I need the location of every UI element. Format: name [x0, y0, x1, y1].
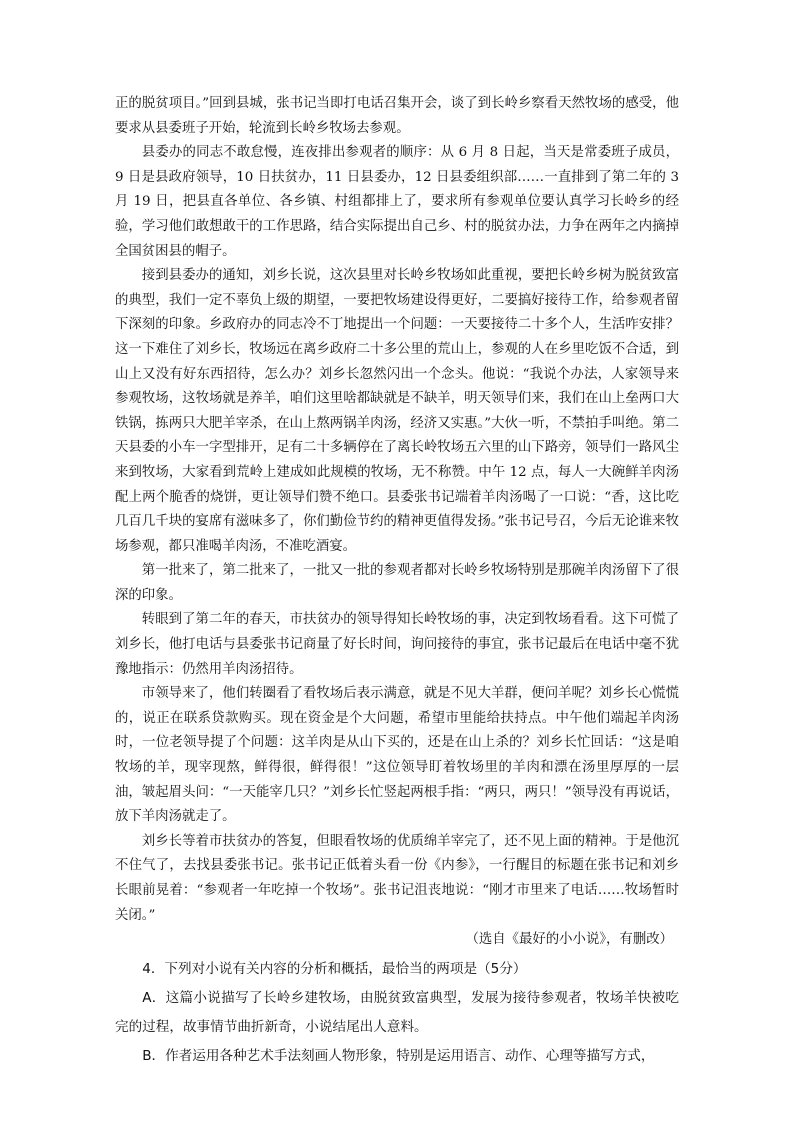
story-paragraph: 市领导来了，他们转圈看了看牧场后表示满意，就是不见大羊群，便问羊呢？刘乡长心慌慌的，说正在联系贷款购买。现在资金是个大问题，希望市里能给扶持点。中午他们端起羊肉汤时，一位老领导提了个问题：这羊肉是从山下买的，还是在山上杀的？刘乡长忙回话：“这是咱牧场的羊，现宰现熬，鲜得很，鲜得很！”这位领导盯着牧场里的羊肉和漂在汤里厚厚的一层油，皱起眉头问：“一天能宰几只？”刘乡长忙竖起两根手指：“两只，两只！”领导没有再说话，放下羊肉汤就走了。 [115, 686, 679, 825]
question-stem: 4．下列对小说有关内容的分析和概括，最恰当的两项是（5分） [142, 960, 527, 977]
question-4 [115, 955, 679, 1071]
story-paragraph: 转眼到了第二年的春天，市扶贫办的领导得知长岭牧场的事，决定到牧场看看。这下可慌了刘乡长，他打电话与县委张书记商量了好长时间，询问接待的事宜，张书记最后在电话中毫不犹豫地指示：仍然用羊肉汤招待。 [115, 612, 679, 677]
document-page [115, 92, 679, 1071]
option-a: A．这篇小说描写了长岭乡建牧场，由脱贫致富典型，发展为接待参观者，牧场羊快被吃完的过程，故事情节曲折新奇，小说结尾出人意料。 [115, 989, 679, 1035]
story-paragraph: 第一批来了，第二批来了，一批又一批的参观者都对长岭乡牧场特别是那碗羊肉汤留下了很深的印象。 [115, 563, 679, 603]
story-paragraph: 县委办的同志不敢怠慢，连夜排出参观者的顺序：从 6 月 8 日起，当天是常委班子成员，9 日是县政府领导，10 日扶贫办，11 日县委办，12 日县委组织部……一直排到了第二年的 3 月 19 日，把县直各单位、各乡镇、村组都排上了，要求所有参观单位要认真学习长岭乡的经验，学习他们敢想敢干的工作思路，结合实际提出自己乡、村的脱贫办法，力争在两年之内摘掉全国贫困县的帽子。 [115, 145, 679, 259]
story-paragraph: 刘乡长等着市扶贫办的答复，但眼看牧场的优质绵羊宰完了，还不见上面的精神。于是他沉不住气了，去找县委张书记。张书记正低着头看一份《内参》，一行醒目的标题在张书记和刘乡长眼前晃着：“参观者一年吃掉一个牧场”。张书记沮丧地说：“刚才市里来了电话……牧场暂时关闭。” [115, 833, 679, 923]
source-citation: （选自《最好的小小说》，有删改） [465, 932, 673, 948]
story-paragraph: 接到县委办的通知，刘乡长说，这次县里对长岭乡牧场如此重视，要把长岭乡树为脱贫致富的典型，我们一定不辜负上级的期望，一要把牧场建设得更好，二要搞好接待工作，给参观者留下深刻的印象。乡政府办的同志冷不丁地提出一个问题：一天要接待二十多个人，生活咋安排？这一下难住了刘乡长，牧场远在离乡政府二十多公里的荒山上，参观的人在乡里吃饭不合适，到山上又没有好东西招待，怎么办？刘乡长忽然闪出一个念头。他说：“我说个办法，人家领导来参观牧场，这牧场就是养羊，咱们这里啥都缺就是不缺羊，明天领导们来，我们在山上垒两口大铁锅，拣两只大肥羊宰杀，在山上熬两锅羊肉汤，经济又实惠。”大伙一听，不禁拍手叫绝。第二天县委的小车一字型排开，足有二十多辆停在了离长岭牧场五六里的山下路旁，领导们一路风尘来到牧场，大家看到荒岭上建成如此规模的牧场，无不称赞。中午 12 点，每人一大碗鲜羊肉汤配上两个脆香的烧饼，更让领导们赞不绝口。县委张书记端着羊肉汤喝了一口说：“香，这比吃几百几千块的宴席有滋味多了，你们勤俭节约的精神更值得发扬。”张书记号召，今后无论谁来牧场参观，都只准喝羊肉汤，不准吃酒宴。 [115, 268, 679, 554]
option-b: B．作者运用各种艺术手法刻画人物形象，特别是运用语言、动作、心理等描写方式， [142, 1047, 655, 1064]
story-paragraph: 正的脱贫项目。”回到县城，张书记当即打电话召集开会，谈了到长岭乡察看天然牧场的感受，他要求从县委班子开始，轮流到长岭乡牧场去参观。 [115, 96, 679, 136]
story-body [115, 92, 679, 953]
